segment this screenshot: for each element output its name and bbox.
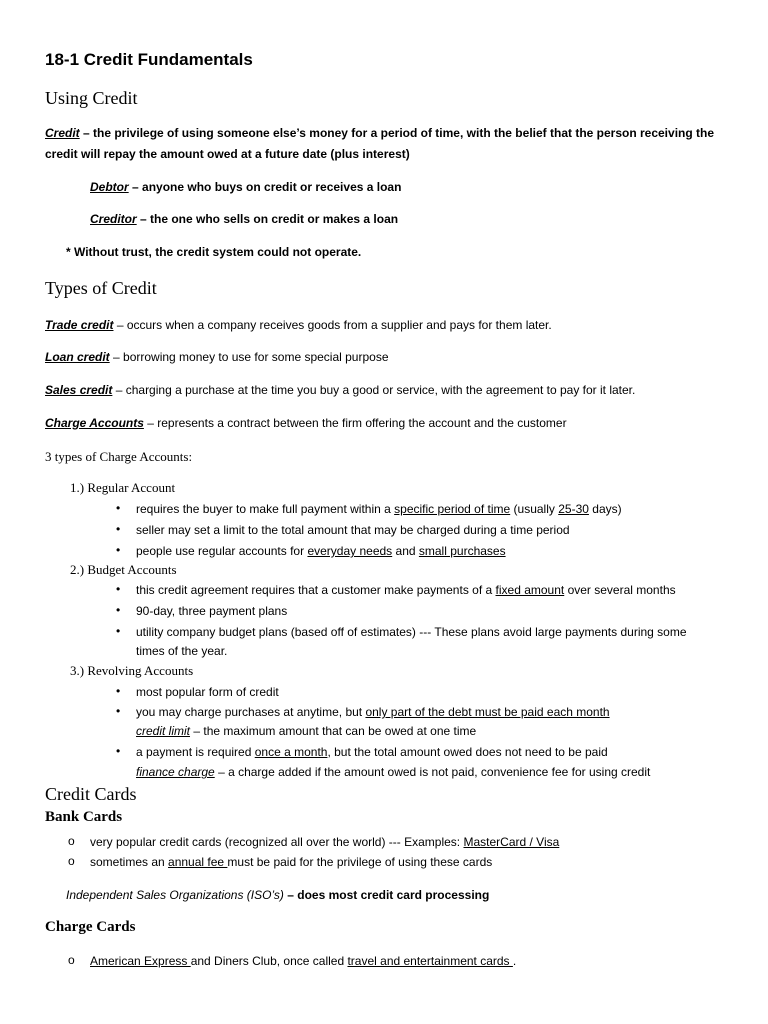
- bullet-icon: •: [116, 582, 121, 596]
- creditor-definition: Creditor – the one who sells on credit or makes a loan: [90, 212, 399, 226]
- list-item-regular-account: 1.) Regular Account: [70, 480, 176, 495]
- budget-bullet-2: 90-day, three payment plans: [136, 604, 288, 618]
- page-title: 18-1 Credit Fundamentals: [45, 50, 253, 69]
- bullet-icon: •: [116, 501, 121, 515]
- section-heading-credit-cards: Credit Cards: [45, 784, 137, 804]
- term-sales-credit: Sales credit: [45, 383, 113, 397]
- revolving-bullet-3: a payment is required once a month, but the total amount owed does not need to be paid: [136, 745, 608, 759]
- bullet-icon: •: [116, 522, 121, 536]
- term-credit: Credit: [45, 126, 80, 140]
- bullet-icon: •: [116, 624, 121, 638]
- bullet-icon: •: [116, 704, 121, 718]
- finance-charge-definition: finance charge – a charge added if the amount owed is not paid, convenience fee for using credit: [136, 765, 651, 779]
- revolving-bullet-1: most popular form of credit: [136, 685, 279, 699]
- credit-definition-line-1: Credit – the privilege of using someone else’s money for a period of time, with the belief that the person receiving the: [45, 126, 715, 140]
- iso-note: Independent Sales Organizations (ISO’s) – does most credit card processing: [66, 888, 490, 902]
- subheading-bank-cards: Bank Cards: [45, 809, 123, 825]
- bank-cards-bullet-2: sometimes an annual fee must be paid for the privilege of using these cards: [90, 855, 493, 869]
- term-trade-credit: Trade credit: [45, 318, 114, 332]
- term-creditor: Creditor: [90, 212, 137, 226]
- circle-bullet-icon: o: [68, 834, 75, 848]
- term-credit-limit: credit limit: [136, 724, 191, 738]
- budget-bullet-3-line-2: times of the year.: [136, 644, 228, 658]
- budget-bullet-3-line-1: utility company budget plans (based off of estimates) --- These plans avoid large payments during some: [136, 625, 687, 639]
- charge-accounts-types-label: 3 types of Charge Accounts:: [45, 449, 193, 464]
- term-charge-accounts: Charge Accounts: [45, 416, 144, 430]
- revolving-bullet-2: you may charge purchases at anytime, but only part of the debt must be paid each month: [136, 705, 610, 719]
- sales-credit-definition: Sales credit – charging a purchase at the time you buy a good or service, with the agreement to pay for it later.: [45, 383, 636, 397]
- regular-bullet-1: requires the buyer to make full payment within a specific period of time (usually 25-30 days): [136, 502, 622, 516]
- regular-bullet-3: people use regular accounts for everyday needs and small purchases: [136, 544, 506, 558]
- bullet-icon: •: [116, 744, 121, 758]
- circle-bullet-icon: o: [68, 953, 75, 967]
- term-finance-charge: finance charge: [136, 765, 215, 779]
- credit-definition-line-2: credit will repay the amount owed at a future date (plus interest): [45, 147, 410, 161]
- circle-bullet-icon: o: [68, 854, 75, 868]
- section-heading-using-credit: Using Credit: [45, 88, 138, 108]
- bullet-icon: •: [116, 603, 121, 617]
- list-item-revolving-accounts: 3.) Revolving Accounts: [70, 663, 194, 678]
- bullet-icon: •: [116, 684, 121, 698]
- term-debtor: Debtor: [90, 180, 129, 194]
- trade-credit-definition: Trade credit – occurs when a company receives goods from a supplier and pays for them later.: [45, 318, 552, 332]
- list-item-budget-accounts: 2.) Budget Accounts: [70, 562, 177, 577]
- charge-cards-bullet-1: American Express and Diners Club, once called travel and entertainment cards .: [90, 954, 517, 968]
- subheading-charge-cards: Charge Cards: [45, 919, 136, 935]
- credit-limit-definition: credit limit – the maximum amount that can be owed at one time: [136, 724, 477, 738]
- debtor-definition: Debtor – anyone who buys on credit or receives a loan: [90, 180, 402, 194]
- trust-note: * Without trust, the credit system could not operate.: [66, 245, 362, 259]
- section-heading-types-of-credit: Types of Credit: [45, 278, 157, 298]
- charge-accounts-definition: Charge Accounts – represents a contract between the firm offering the account and the customer: [45, 416, 567, 430]
- bullet-icon: •: [116, 543, 121, 557]
- term-loan-credit: Loan credit: [45, 350, 110, 364]
- budget-bullet-1: this credit agreement requires that a customer make payments of a fixed amount over several months: [136, 583, 676, 597]
- loan-credit-definition: Loan credit – borrowing money to use for some special purpose: [45, 350, 389, 364]
- regular-bullet-2: seller may set a limit to the total amount that may be charged during a time period: [136, 523, 570, 537]
- bank-cards-bullet-1: very popular credit cards (recognized all over the world) --- Examples: MasterCard / Visa: [90, 835, 560, 849]
